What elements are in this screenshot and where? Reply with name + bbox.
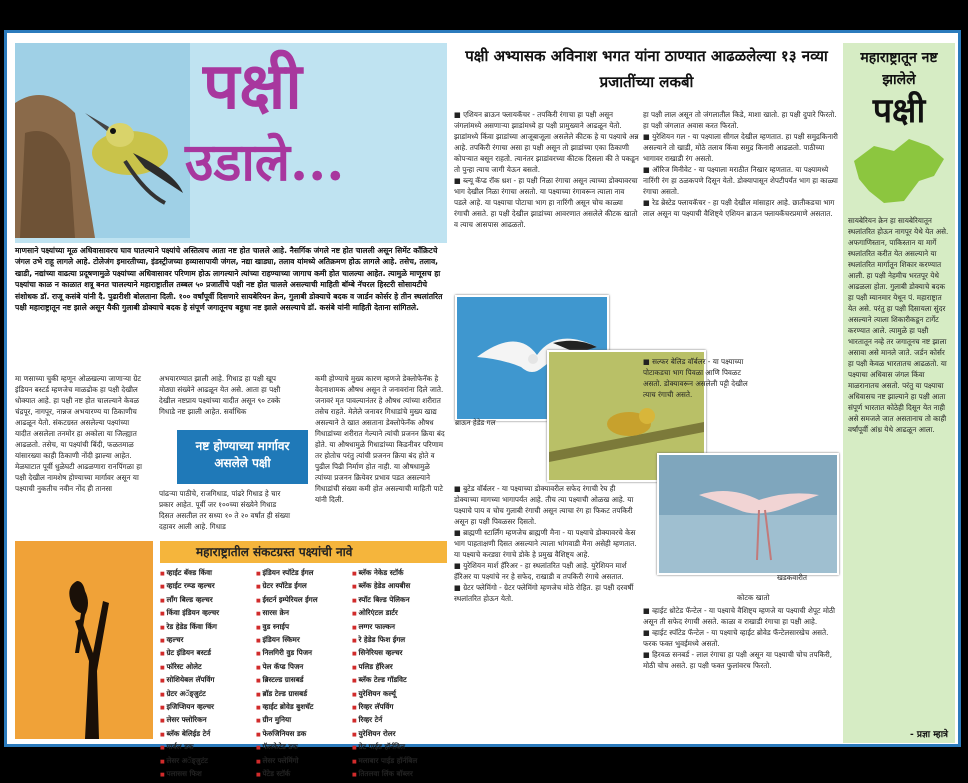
bird-name-item: ■ ब्लॅक बेलिईड टेर्न [160,728,255,741]
bird-name-item: ■ पलिड हॅरिअर [352,661,447,674]
bird-name-item: ■ फॉरेस्ट ओलेट [160,661,255,674]
mid-column-top: ■ एशियन ब्राऊन फ्लायकॅचर - तपकिरी रंगाचा हा पक्षी असून जंगलांमध्ये असणाऱ्या झाडांमध्ये हा पक्षी प्रामुख्याने आढळून येतो. झाडांमध्ये किंवा झाडांच्या आजूबाजूला असलेले कीटक हे या पक्ष्याचे अन्न आहे. तपकिरी रंगाचा असा हा पक्षी असून तो झाडांच्या एका ठिकाणी कोपऱ्यात बसून राहतो. त्यानंतर झाडांवरच्या कीटक दिसला की ते पकडून तो पुन्हा त्याच जागी येऊन बसतो. ■ ब्ल्यू कॅप्ड रॉक थ्रश - हा पक्षी निळा रंगाचा असून त्याच्या डोक्यावरचा भाग देखील निळा रंगाचा असतो. या पक्ष्याच्या रंगावरून त्याला नाव पडले आहे. या पक्ष्याचा पोटाचा भाग हा नारिंगी असून चोच काळ्या रंगाची असते. हा पक्षी देखील झाडांच्या आवरणात असलेले कीटक खातो व त्याच आसपास आढळतो. [454,110,639,229]
bird-name-item: ■ ईस्टर्न इम्पेरियल ईगल [256,594,351,607]
article-column-3: कमी होण्याचे मुख्य कारण म्हणजे डेक्लोफेनॅक हे वेदनाशामक औषध असून ते जनावरांना दिले जाते. जनावरं मृत पावल्यानंतर हे औषध त्यांच्या शरीरात तसेच राहते. मेलेले जनावर गिधाडांचे मुख्य खाद्य असल्याने ते खात असताना डेक्लोफेनॅक औषध गिधाडांच्या शरीरात गेल्याने त्यांची प्रजनन क्रिया बंद होते. या औषधामुळे गिधाडांच्या किडनीवर परिणाम तर होतोच परंतु त्यांची प्रजनन क्रिया बंद होते व पुढील पिढी निर्माण होत नाही. या औषधामुळे त्यांच्या प्रजनन क्रियेवर प्रभाव पडत असल्याने गिधाडांची संख्या कमी होत असल्याची माहिती पाटे यांनी दिली. [315,374,445,504]
headline-title-2: उडाले... [185,132,345,193]
bird-name-item: ■ ग्रेट इंडियन बस्टर्ड [160,647,255,660]
bird-name-item: ■ ग्रेट पाईड हॉर्नबिल [352,741,447,754]
bird-name-item: ■ युरेशियन रोलर [352,728,447,741]
newspaper-page [4,30,961,779]
bird-name-item: ■ लेसर फ्लोरिकन [160,714,255,727]
bird-list-3 [352,567,447,782]
bird-name-item: ■ ब्लॅक नेकेड स्टॉर्क [352,567,447,580]
bird-name-item: ■ रेड हेडेड किंवा किंग [160,621,255,634]
article-column-2b: पांढऱ्या पाठीचे, राजगिधाड, पांढरे गिधाड हे चार प्रकार आहेत. पूर्वी जर १००च्या संख्येने गिधाड दिसत असतील तर सध्या १० ते २० वर्षांत ही संख्या दहावर आली आहे. गिधाड [159,489,290,531]
bird-name-item: ■ लग्गर फाल्कन [352,621,447,634]
bird-name-item: ■ रिव्हर टेर्न [352,714,447,727]
bird-name-item: ■ लेसर अॅड्‍जुटंट [160,755,255,768]
bird-name-item: ■ सोशियेबल लॅपविंग [160,674,255,687]
article-column-1: मा णसाच्या चुकी म्हणून ओळखल्या जाणाऱ्या ग्रेट इंडियन बस्टर्ड म्हणजेच माळढोक हा पक्षी देखील धोक्यात आहे. हा पक्षी नष्ट होत चालल्याने केवळ चंद्रपूर, नागपूर, नान्नज अभयारण्य या ठिकाणीच आढळून येतो. संकटग्रस्त असलेल्या पक्ष्यांच्या यादीत असलेला तनमोर हा अकोला या जिल्ह्यात आढळतो. तसेच, या पक्ष्यांची बिंदी, फळतमाळ यांसारख्या काही ठिकाणी नोंदी झाल्या आहेत. मेळघाटात पूर्वी धुळेघटी आढळणारा रानपिंगळा हा पक्षी देखील नामशेष होण्याच्या मार्गावर असून या पक्ष्याची नुकतीच नवीन नोंद ही तानसा [15,374,142,493]
bird-name-item: ■ पेल कॅप्ड पिजन [256,661,351,674]
bird-name-item: ■ सारस क्रेन [256,607,351,620]
extinct-sidebar [843,43,955,743]
bird-name-item: ■ पेंटेड स्टॉर्क [256,768,351,781]
woodpecker-photo [15,43,190,238]
mid-column-bottom: ■ बुटेड वॉर्बलर - या पक्ष्याच्या डोक्यावरील सफेद रंगाची रेघ ही डोक्याच्या मागच्या भागापर्यंत आहे. तीच त्या पक्ष्याची ओळख आहे. या पक्ष्याचे पाय व चोच गुलाबी रंगाची असून त्याचा रंग हा फिकट तपकिरी असून हा पक्षी पिवळसर दिसतो. ■ ब्राह्मणी स्टार्लिंग म्हणजेच ब्राह्मणी मैना - या पक्ष्याचे डोक्यावरचे केस भाग पाहताक्षणी दिसत असल्याने त्याला भांगवाडी मैना असेही म्हणतात. या पक्ष्याचे करड्या रंगाचे डोके हे प्रमुख वैशिष्ट्य आहे. ■ युरेशियन मार्श हॅरिअर - हा स्थलांतरित पक्षी आहे. युरेशियन मार्श हॅरिअर या पक्ष्यांचे नर हे सफेद, राखाडी व तपकिरी रंगाचे असतात. ■ ग्रेटर फ्लेमिंगो - ग्रेटर फ्लेमिंगो म्हणजेच मोठे रोहित. हा पक्षी दरवर्षी स्थलांतरित होऊन येतो. [454,484,637,603]
caption-1: ब्राऊन हेडेड गल [455,418,496,427]
bird-name-item: ■ ब्रॉड टेल्ड ग्रासबर्ड [256,688,351,701]
right-article-bottom: ■ व्हाईट थ्रोटेड फॅन्टेल - या पक्ष्याचे वैशिष्ट्य म्हणजे या पक्ष्याची शेपूट मोठी असून ती सफेद रंगाची असते. काळा व राखाडी रंगाचा हा पक्षी आहे. ■ व्हाईट स्पॉटेड फॅन्टेल - या पक्ष्याचे व्हाईट ब्रोवेड फॅन्टेलसारखेच असते. फरक फक्त भुवईमध्ये असतो. ■ हिरवळ सनबर्ड - लाल रंगाचा हा पक्षी असून या पक्ष्याची चोच तपकिरी, मोठी चोच असते. हा पक्षी फक्त फुलांवरच फिरतो. [643,606,836,670]
bird-name-item: ■ स्पॉट बिल्ड पेलिकन [352,594,447,607]
bird-list-1 [160,567,255,782]
bird-name-item: ■ किंवा इंडियन व्हल्चर [160,607,255,620]
bird-name-item: ■ ब्लॅक हेडेड आयबीस [352,580,447,593]
right-article-mid: ■ सल्फर बेलिड वॉर्बलर - या पक्ष्याच्या पोटाकडचा भाग पिवळा आणि पिवळट असतो. डोक्यावरून असलेली पट्टी देखील त्याच रंगाची असते. [643,357,748,399]
author-signature: - प्रज्ञा म्हात्रे [909,730,948,740]
bird-name-item: ■ ग्रेटर स्पॉटेड ईगल [256,580,351,593]
bird-name-item: ■ रे हेडेड फिश ईगल [352,634,447,647]
bird-name-item: ■ युरेशियन कर्ल्यू [352,688,447,701]
bird-name-item: ■ ओरिएंटल डार्टर [352,607,447,620]
headline-title-1: पक्षी [203,49,302,124]
bird-name-item: ■ वुड स्नाईप [256,621,351,634]
bird-name-item: ■ व्हाईट ब्रोवेड बुशचॅट [256,701,351,714]
endangered-section [15,541,447,779]
bird-name-item: ■ इंडियन स्किमर [256,634,351,647]
caption-3: खडकवारीत [777,573,808,582]
bird-name-item: ■ मलाबार पाईड हॉर्नबिल [352,755,447,768]
caption-4: कोटक खातो [737,593,770,602]
article-column-2: अभयारण्यात झाली आहे. गिधाड हा पक्षी खूप मोठ्या संख्येने आढळून येत असे. आता हा पक्षी देखील नष्टप्राय पक्ष्यांच्या यादीत असून ९० टक्के गिधाडे नष्ट झाली आहेत. सर्वाधिक [159,374,281,416]
bird-name-item: ■ इंडियन स्पॉटेड ईगल [256,567,351,580]
tree-silhouette-photo [15,541,153,739]
right-article-top: हा पक्षी लाल असून तो जंगलातील किडे, माशा खातो. हा पक्षी दुपारे फिरतो. हा पक्षी जंगलात अवास करत फिरतो. ■ युरेशियन गल - या पक्ष्याला सीगल देखील म्हणतात. हा पक्षी समुद्रकिनारी असल्याने तो खाडी, मोठे तलाव किंवा समुद्र किनारी आढळतो. पाठीच्या भागावर राखाडी रंग असतो. ■ ऑरिज मिनीवेट - या पक्ष्याला मराठीत निखार म्हणतात. या पक्ष्यामध्ये नारिंगी रंग हा ठळकपणे दिसून येतो. डोक्यापासून शेपटीपर्यंत भाग हा काळ्या रंगाचा असतो. ■ रेड ब्रेस्टेड फ्लायकॅचर - हा पक्षी देखील मांसाहार आहे. छातीकडचा भाग लाल असून या पक्ष्याची वैशिष्ट्ये एशियन ब्राऊन फ्लायकॅचरप्रमाणे असतात. [643,110,838,218]
bird-name-item: ■ व्हाईट बॅक्ड किंवा [160,567,255,580]
bird-name-item: ■ मार्बल डक [160,741,255,754]
sidebar-title: महाराष्ट्रातून नष्ट झालेले [860,50,938,88]
bird-name-item: ■ इजिप्शियन व्हल्चर [160,701,255,714]
bird-name-item: ■ ग्रेटर अॅड्‍जुटंट [160,688,255,701]
intro-paragraph: माणसाने पक्ष्यांच्या मूळ अधिवासावरच घाव घातल्याने पक्ष्यांचे अस्तित्वच आता नष्ट होत चालले आहे. नैसर्गिक जंगले नष्ट होत चालली असून सिमेंट काँक्रिटचे जंगल उभे राहू लागले आहे. टोलेजंग इमारतीच्या, इंडस्ट्रीजच्या हव्यासापायी जंगल, नद्या खाड्या, तलाव यांमध्ये अतिक्रमण होऊ लागले आहे. तसेच, तलाव, खाडी, नद्यांच्या वाढत्या प्रदूषणामुळे पक्ष्यांच्या अधिवासावर परिणाम होऊ लागल्याने त्यांच्या राहण्याच्या जागाच कमी होत चालल्या आहेत. त्यामुळे माणूसच हा पक्ष्यांचा काळ न काळात शत्रू बनत चालल्याने महाराष्ट्रातील तब्बल ५० प्रजातींचे पक्षी नष्ट होत चालले असल्याची माहिती बॉम्बे नॅचरल हिस्टरी सोसायटीचे संशोधक डॉ. राजू कसंबे यांनी दै. पुढारीशी बोलताना दिली. १०० वर्षांपूर्वी दिसणारे सायबेरियन क्रेन, गुलाबी डोक्याचे बदक व जार्डन कोर्सर हे तीन स्थलांतरित पक्षी महाराष्ट्रातून नष्ट झाले असून यैकी गुलाबी डोक्याचे बदक हे संपूर्ण जगातूनच बहुधा नष्ट झाले असल्याचे डॉ. कसंबे यांनी माहिती देताना सांगितले. [15,246,443,313]
bird-name-item: ■ फेरुजिनियस डक [256,728,351,741]
bird-name-item: ■ लेसर फ्लेमिंगो [256,755,351,768]
bird-name-item: ■ रिव्हर लॅपविंग [352,701,447,714]
bird-name-item: ■ तितलवा लिंक बॉब्लर [352,768,447,781]
sidebar-title-2: पक्षी [872,91,926,131]
bird-name-item: ■ सिनेरियस व्हल्चर [352,647,447,660]
section-headline: पक्षी अभ्यासक अविनाश भगत यांना ठाण्यात आढळलेल्या १३ नव्या प्रजातींच्या लकबी [465,47,828,91]
bird-name-item: ■ ग्रीन मुनिया [256,714,351,727]
bird-name-item: ■ व्हल्चर [160,634,255,647]
bird-name-item: ■ ब्रिस्टल्ड ग्रासबर्ड [256,674,351,687]
bird-list-2 [256,567,351,782]
bird-name-item: ■ फॅलकेटेड डक [256,741,351,754]
sidebar-body: सायबेरियन क्रेन हा सायबेरियातून स्थलांतरित होऊन नागपूर येथे येत असे. अफगाणिस्तान, पाकिस्तान या मार्गे स्थलांतरित करीत येत असल्याने या स्थलांतरित मार्गातून शिकार करण्यात आली. हा पक्षी नेहमीच भरतपूर येथे आढळला होता. गुलाबी डोक्याचे बदक हा पक्षी म्यानमार येथून पं. महाराष्ट्रात येत असे. परंतु हा पक्षी दिसायला सुंदर असल्याने त्याला शिकारीकडून टार्गेट करण्यात आले. त्यामुळे हा पक्षी भारतातून नव्हे तर जगातूनच नष्ट झाला असावा असे मानले जाते. जर्डन कोर्सर हा पक्षी केवळ भारतातच आढळतो. या पक्ष्याचा अधिवास जंगल किंवा माळरानातच असतो. परंतु या पक्ष्याचा अधिवासच नष्ट झाल्याने हा पक्षी आता संपूर्ण भारतात कोठेही दिसून येत नाही असे समजले जात असतानाच तो काही वर्षांपूर्वी आंध्र येथे आढळून आला. [848,216,949,434]
bird-name-item: ■ लाँग बिल्ड व्हल्चर [160,594,255,607]
title-header [15,43,447,243]
maharashtra-map-icon [849,131,949,211]
bird-name-item: ■ व्हाईट रम्प्ड व्हल्चर [160,580,255,593]
bird-name-item: ■ पलासस फिश [160,768,255,781]
callout-box: नष्ट होण्याच्या मार्गावर असलेले पक्षी [177,430,308,484]
bird-name-item: ■ निलगिरी वुड पिजन [256,647,351,660]
endangered-banner: महाराष्ट्रातील संकटग्रस्त पक्ष्यांची नावे [160,541,447,563]
bird-name-item: ■ ब्लॅक टेल्ड गॉडविट [352,674,447,687]
flamingo-photo [657,453,839,575]
